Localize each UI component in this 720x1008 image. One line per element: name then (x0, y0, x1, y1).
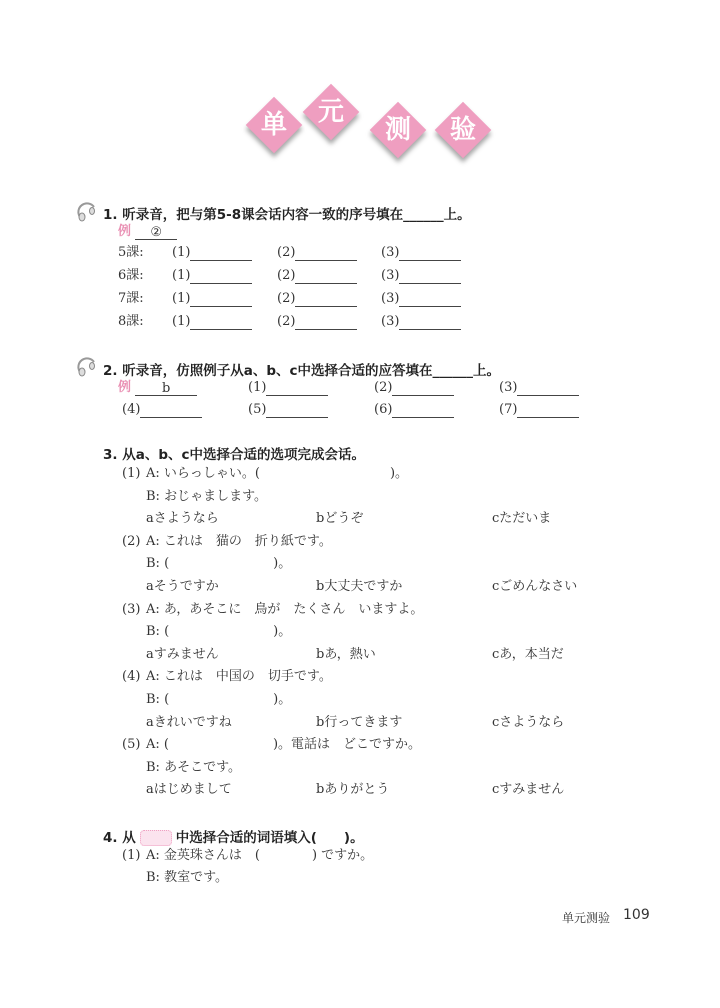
q4-num: (1) (122, 848, 141, 863)
title-char: 单 (260, 110, 287, 140)
dialog-line-a: A: あ，あそこに 鳥が たくさん いますよ。 (146, 601, 424, 617)
answer-blank[interactable] (190, 292, 252, 307)
answer-blank[interactable] (399, 292, 461, 307)
answer-option: cあ，本当だ (492, 646, 564, 662)
q1-row-label: 6課: (118, 268, 144, 283)
title-char: 验 (449, 115, 476, 145)
q4-a-line: A: 金英珠さんは ( ) ですか。 (146, 848, 374, 863)
dialog-line-b: B: ( )。 (146, 556, 292, 572)
example-label: 例 (118, 224, 132, 239)
example-answer: b (135, 381, 197, 396)
q1-row-label: 5課: (118, 245, 144, 260)
dialog-line-b: B: あそこです。 (146, 759, 242, 775)
item-num: (3) (499, 380, 518, 395)
dialog-line-b: B: ( )。 (146, 692, 292, 707)
answer-blank[interactable] (392, 381, 454, 396)
dialog-line-b: B: おじゃまします。 (146, 488, 268, 504)
answer-option: aすみません (146, 646, 219, 662)
q2-heading: 2. 听录音，仿照例子从a、b、c中选择合适的应答填在______上。 (103, 363, 500, 379)
answer-blank[interactable] (295, 269, 357, 284)
item-num: (3) (381, 268, 400, 283)
item-num: (3) (381, 314, 400, 329)
answer-option: cごめんなさい (492, 579, 578, 594)
answer-blank[interactable] (140, 403, 202, 418)
item-num: (2) (277, 245, 296, 260)
item-num: (1) (172, 245, 191, 260)
question-num: (4) (122, 669, 141, 685)
answer-option: cただいま (492, 511, 552, 527)
answer-blank[interactable] (190, 246, 252, 261)
question-num: (2) (122, 533, 141, 549)
answer-option: aきれいですね (146, 714, 232, 730)
q1-example (118, 224, 177, 240)
answer-blank[interactable] (399, 246, 461, 261)
item-num: (3) (381, 291, 400, 306)
item-num: (7) (499, 402, 518, 417)
dialog-line-a: A: いらっしゃい。( )。 (146, 466, 409, 481)
item-num: (1) (172, 314, 191, 329)
item-num: (2) (374, 380, 393, 395)
question-num: (1) (122, 466, 141, 481)
answer-option: b大丈夫ですか (316, 579, 403, 594)
dialog-line-b: B: ( )。 (146, 624, 292, 640)
answer-option: bどうぞ (316, 511, 364, 527)
q1-heading: 1. 听录音，把与第5-8课会话内容一致的序号填在______上。 (103, 207, 471, 223)
q2-example (118, 380, 197, 396)
dialog-line-a: A: これは 猫の 折り紙です。 (146, 533, 332, 549)
answer-blank[interactable] (399, 315, 461, 330)
title-char: 元 (317, 97, 344, 127)
dialog-line-a: A: ( )。電話は どこですか。 (146, 737, 422, 753)
item-num: (2) (277, 314, 296, 329)
item-num: (1) (172, 268, 191, 283)
answer-option: aさようなら (146, 511, 219, 527)
answer-option: bあ，熱い (316, 646, 376, 662)
page-number: 109 (623, 907, 650, 923)
answer-blank[interactable] (399, 269, 461, 284)
footer-section: 单元测验 (562, 911, 611, 925)
answer-blank[interactable] (295, 292, 357, 307)
answer-blank[interactable] (517, 381, 579, 396)
headphones-icon (76, 201, 98, 223)
q1-row-label: 8課: (118, 314, 144, 329)
q4-b-line: B: 教室です。 (146, 870, 229, 885)
answer-blank[interactable] (295, 246, 357, 261)
item-num: (1) (172, 291, 191, 306)
q4-heading-post: 中选择合适的词语填入( )。 (175, 830, 364, 846)
answer-option: cさようなら (492, 714, 565, 730)
q4-heading-pre: 4. 从 (103, 830, 136, 846)
item-num: (1) (248, 380, 267, 395)
question-num: (3) (122, 601, 141, 617)
answer-option: cすみません (492, 782, 565, 798)
answer-option: bありがとう (316, 782, 390, 798)
word-box-icon (140, 830, 172, 846)
headphones-icon (76, 356, 98, 378)
q1-row-label: 7課: (118, 291, 144, 306)
item-num: (2) (277, 268, 296, 283)
answer-blank[interactable] (266, 381, 328, 396)
dialog-line-a: A: これは 中国の 切手です。 (146, 669, 332, 685)
question-num: (5) (122, 737, 141, 753)
answer-option: aそうですか (146, 579, 219, 594)
q4-heading (103, 826, 364, 846)
example-label: 例 (118, 380, 132, 395)
item-num: (2) (277, 291, 296, 306)
title-char: 测 (384, 115, 411, 145)
q3-heading: 3. 从a、b、c中选择合适的选项完成会话。 (103, 447, 365, 463)
item-num: (5) (248, 402, 267, 417)
item-num: (4) (122, 402, 141, 417)
answer-blank[interactable] (517, 403, 579, 418)
answer-option: b行ってきます (316, 714, 403, 730)
answer-blank[interactable] (266, 403, 328, 418)
answer-blank[interactable] (190, 315, 252, 330)
answer-blank[interactable] (190, 269, 252, 284)
answer-blank[interactable] (295, 315, 357, 330)
example-answer: ② (135, 225, 177, 240)
answer-blank[interactable] (392, 403, 454, 418)
answer-option: aはじめまして (146, 782, 232, 798)
item-num: (3) (381, 245, 400, 260)
item-num: (6) (374, 402, 393, 417)
